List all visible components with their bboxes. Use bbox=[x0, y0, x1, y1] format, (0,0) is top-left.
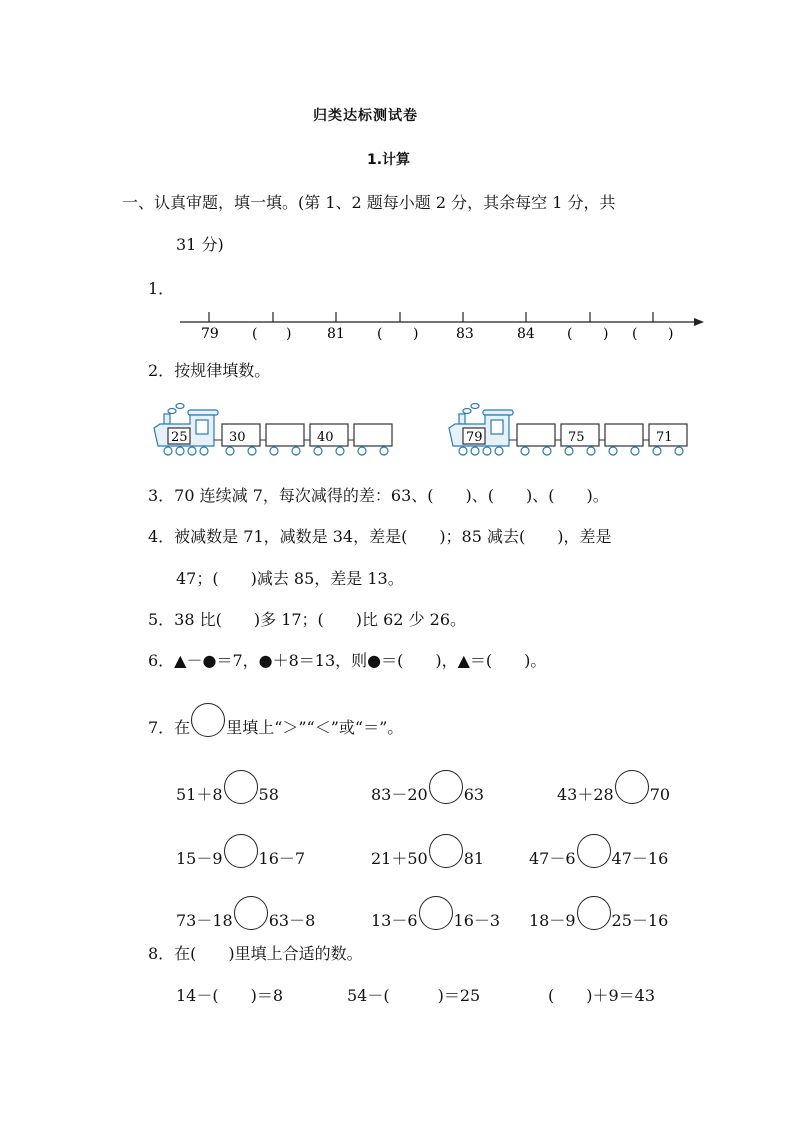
fill-blank-item: 14－( )＝8 bbox=[176, 986, 284, 1005]
wheel bbox=[314, 447, 322, 455]
compare-right: 81 bbox=[463, 849, 485, 868]
compare-left: 43＋28 bbox=[557, 785, 614, 804]
compare-left: 73－18 bbox=[176, 911, 233, 930]
question-8: 8．在( )里填上合适的数。 bbox=[148, 944, 363, 963]
section-subtitle: 1.计算 bbox=[367, 152, 411, 168]
question-2-text: 按规律填数。 bbox=[174, 361, 271, 380]
compare-item bbox=[529, 896, 668, 931]
smoke-puff bbox=[463, 409, 471, 414]
compare-left: 47－6 bbox=[529, 849, 576, 868]
train-window bbox=[491, 420, 503, 434]
tick-label: ( bbox=[632, 326, 638, 342]
wheel bbox=[292, 447, 300, 455]
compare-left: 18－9 bbox=[529, 911, 576, 930]
wheel bbox=[188, 447, 196, 455]
wheel bbox=[653, 447, 661, 455]
wheel bbox=[248, 447, 256, 455]
wheel bbox=[200, 447, 208, 455]
compare-item bbox=[557, 770, 670, 805]
wheel bbox=[176, 447, 184, 455]
tick-label: ) bbox=[413, 326, 419, 342]
answer-circle[interactable] bbox=[577, 834, 611, 868]
wheel bbox=[164, 447, 172, 455]
tick-label: 84 bbox=[517, 326, 535, 342]
compare-left: 51＋8 bbox=[176, 785, 223, 804]
answer-circle[interactable] bbox=[234, 896, 268, 930]
wheel bbox=[270, 447, 278, 455]
question-7 bbox=[148, 703, 403, 738]
train-window bbox=[196, 420, 208, 434]
answer-circle[interactable] bbox=[615, 770, 649, 804]
compare-right: 70 bbox=[649, 785, 671, 804]
wheel bbox=[495, 447, 503, 455]
wheel bbox=[471, 447, 479, 455]
question-6: 6．▲－●＝7，●＋8＝13，则●＝( )，▲＝( )。 bbox=[148, 651, 547, 670]
question-5: 5．38 比( )多 17；( )比 62 少 26。 bbox=[148, 610, 467, 629]
answer-circle[interactable] bbox=[419, 896, 453, 930]
train-wagon bbox=[354, 424, 392, 446]
compare-left: 15－9 bbox=[176, 849, 223, 868]
smoke-puff bbox=[471, 404, 479, 409]
wheel bbox=[521, 447, 529, 455]
question-2 bbox=[148, 358, 270, 381]
train-number: 30 bbox=[229, 430, 246, 445]
compare-left: 21＋50 bbox=[371, 849, 428, 868]
compare-item bbox=[371, 834, 484, 869]
compare-right: 47－16 bbox=[611, 849, 669, 868]
wheel bbox=[675, 447, 683, 455]
wheel bbox=[631, 447, 639, 455]
compare-item bbox=[371, 896, 500, 931]
wheel bbox=[380, 447, 388, 455]
question-4: 4．被减数是 71，减数是 34，差是( )；85 减去( )，差是 bbox=[148, 527, 612, 546]
tick-label: ( bbox=[377, 326, 383, 342]
section-heading-cont: 31 分) bbox=[176, 235, 224, 254]
answer-circle[interactable] bbox=[429, 770, 463, 804]
wheel bbox=[565, 447, 573, 455]
train-number: 75 bbox=[568, 430, 585, 445]
train-chimney bbox=[164, 414, 170, 424]
question-7-suffix: 里填上“＞”“＜”或“＝”。 bbox=[226, 718, 404, 737]
train-number: 25 bbox=[171, 430, 188, 445]
number-line-arrow bbox=[694, 318, 704, 326]
tick-label: ( bbox=[252, 326, 258, 342]
tick-label: 79 bbox=[201, 326, 219, 342]
compare-item bbox=[176, 896, 315, 931]
wheel bbox=[336, 447, 344, 455]
train-wagon bbox=[517, 424, 555, 446]
wheel bbox=[609, 447, 617, 455]
answer-circle[interactable] bbox=[577, 896, 611, 930]
train-cab-roof bbox=[483, 410, 513, 415]
question-3: 3．70 连续减 7，每次减得的差：63、( )、( )、( )。 bbox=[148, 486, 609, 505]
compare-left: 83－20 bbox=[371, 785, 428, 804]
tick-label: 81 bbox=[327, 326, 345, 342]
wheel bbox=[543, 447, 551, 455]
compare-item bbox=[371, 770, 484, 805]
tick-label: ) bbox=[286, 326, 292, 342]
question-4-cont: 47；( )减去 85，差是 13。 bbox=[176, 569, 404, 588]
question-1-number: 1． bbox=[148, 279, 175, 298]
compare-right: 16－7 bbox=[258, 849, 306, 868]
question-2-number: 2． bbox=[148, 361, 175, 380]
tick-label: ) bbox=[603, 326, 609, 342]
page-title: 归类达标测试卷 bbox=[313, 108, 418, 124]
wheel bbox=[459, 447, 467, 455]
wheel bbox=[226, 447, 234, 455]
compare-right: 63－8 bbox=[268, 911, 316, 930]
section-heading: 一、认真审题，填一填。(第 1、2 题每小题 2 分，其余每空 1 分，共 bbox=[122, 193, 616, 212]
wheel bbox=[358, 447, 366, 455]
answer-circle[interactable] bbox=[224, 834, 258, 868]
compare-right: 16－3 bbox=[453, 911, 501, 930]
train-wagon bbox=[266, 424, 304, 446]
train-1 bbox=[150, 400, 400, 460]
tick-label: ( bbox=[567, 326, 573, 342]
compare-item bbox=[176, 834, 305, 869]
compare-item bbox=[176, 770, 279, 805]
compare-right: 63 bbox=[463, 785, 485, 804]
train-number: 79 bbox=[466, 430, 483, 445]
compare-circle-icon bbox=[191, 703, 225, 737]
tick-label: 83 bbox=[456, 326, 474, 342]
question-7-prefix: 7．在 bbox=[148, 718, 191, 737]
number-line bbox=[170, 305, 710, 345]
train-chimney bbox=[459, 414, 465, 424]
tick-label: ) bbox=[668, 326, 674, 342]
answer-circle[interactable] bbox=[224, 770, 258, 804]
train-wagon bbox=[605, 424, 643, 446]
wheel bbox=[587, 447, 595, 455]
train-cab-roof bbox=[188, 410, 218, 415]
fill-blank-item: ( )＋9＝43 bbox=[548, 986, 656, 1005]
train-number: 40 bbox=[317, 430, 334, 445]
compare-item bbox=[529, 834, 668, 869]
compare-right: 25－16 bbox=[611, 911, 669, 930]
compare-left: 13－6 bbox=[371, 911, 418, 930]
train-2 bbox=[445, 400, 695, 460]
smoke-puff bbox=[176, 404, 184, 409]
smoke-puff bbox=[168, 409, 176, 414]
compare-right: 58 bbox=[258, 785, 279, 804]
train-number: 71 bbox=[656, 430, 673, 445]
wheel bbox=[483, 447, 491, 455]
fill-blank-item: 54－( )＝25 bbox=[347, 986, 481, 1005]
answer-circle[interactable] bbox=[429, 834, 463, 868]
